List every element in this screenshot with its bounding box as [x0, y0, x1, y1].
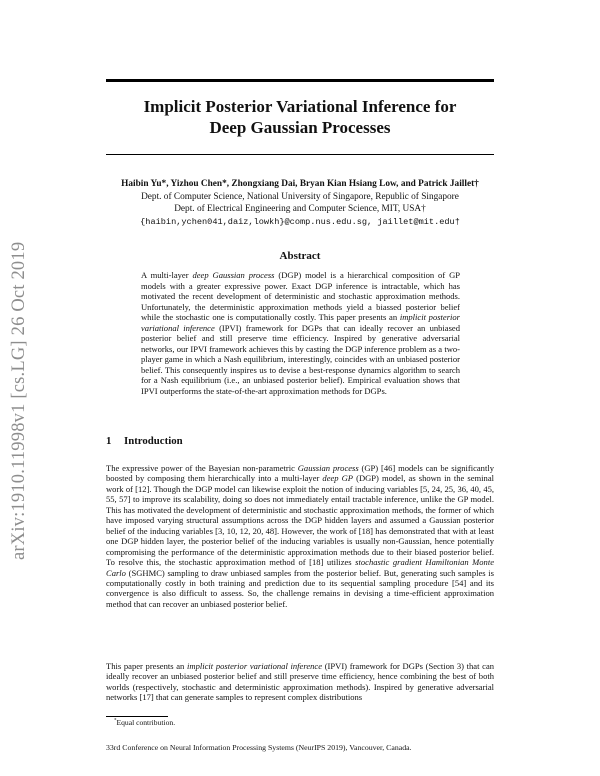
- intro-p2-text-b: (IPVI) framework for DGPs (Section 3) that can ideally recover an unbiased posterior belief and still preserve time efficiency, hence combining the best of both worlds (respectively, stochastic and deterministic approximation methods). Inspired by generative adversarial networks [17] that can generate samples to represent complex distributions: [106, 661, 495, 703]
- title-rule-top: [106, 79, 494, 82]
- abstract-emph-ipvi: implicit posterior variational inference: [141, 312, 461, 333]
- abstract-text: [141, 270, 460, 396]
- title-line-2: Deep Gaussian Processes: [209, 118, 391, 137]
- author-block: [90, 178, 510, 228]
- footnote: [114, 718, 175, 727]
- intro-p1-text-b: (GP) [46] models can be significantly boosted by composing them hierarchically into a multi-layer: [106, 463, 494, 484]
- author-names: Haibin Yu*, Yizhou Chen*, Zhongxiang Dai, Bryan Kian Hsiang Low, and Patrick Jaillet†: [121, 179, 479, 189]
- section-number: 1: [106, 435, 112, 447]
- intro-p1-emph-gp: Gaussian process: [297, 463, 359, 473]
- intro-p1-emph-sghmc: stochastic gradient Hamiltonian Monte Carlo: [106, 557, 494, 578]
- footnote-text: Equal contribution.: [116, 718, 176, 727]
- section-heading-introduction: [106, 435, 183, 447]
- affiliation-2: Dept. of Electrical Engineering and Computer Science, MIT, USA†: [174, 204, 426, 214]
- abstract-text-1: A multi-layer: [141, 270, 193, 280]
- footnote-mark: *: [114, 718, 117, 724]
- title-line-1: Implicit Posterior Variational Inference for: [143, 97, 457, 116]
- intro-p2-emph-ipvi: implicit posterior variational inference: [187, 661, 323, 671]
- section-title: Introduction: [124, 435, 183, 447]
- title-rule-bottom: [106, 154, 494, 155]
- author-emails: {haibin,ychen041,daiz,lowkh}@comp.nus.edu.sg, jaillet@mit.edu†: [140, 216, 460, 227]
- intro-paragraph-2: [106, 661, 494, 703]
- abstract-emph-dgp: deep Gaussian process: [192, 270, 275, 280]
- paper-title: [106, 96, 494, 138]
- intro-p1-text-d: (SGHMC) sampling to draw unbiased samples from the posterior belief. But, generating such samples is computationally costly in both training and prediction due to its sequential sampling procedure [54] and its convergence is also difficult to assess. So, the challenge remains in devising a time-efficient approximation method that can recover an unbiased posterior belief.: [106, 567, 494, 609]
- intro-p2-text-a: This paper presents an: [106, 661, 188, 671]
- abstract-text-2: (DGP) model is a hierarchical composition of GP models with a greater expressive power. Exact DGP inference is intractable, which has motivated the recent development of deterministic and stochastic approximation methods. Unfortunately, the deterministic approximation methods yield a biassed posterior belief while the stochastic one is computationally costly. This paper presents an: [141, 270, 460, 322]
- affiliation-1: Dept. of Computer Science, National University of Singapore, Republic of Singapore: [141, 191, 459, 202]
- intro-paragraph-1: [106, 463, 494, 609]
- arxiv-stamp: arXiv:1910.11998v1 [cs.LG] 26 Oct 2019: [9, 241, 29, 560]
- abstract-heading: Abstract: [279, 250, 321, 262]
- intro-p1-text-c: (DGP) model, as shown in the seminal work of [12]. Though the DGP model can likewise exploit the notion of inducing variables [5, 24, 25, 36, 40, 45, 55, 57] to improve its scalability, doing so does not immediately entail tractable inference, unlike the GP model. This has motivated the development of deterministic and stochastic approximation methods, the former of which have imposed varying structural assumptions across the DGP hidden layers and assumed a Gaussian posterior belief of the inducing variables [3, 10, 12, 20, 48]. However, the work of [18] has demonstrated that with at least one DGP hidden layer, the posterior belief of the inducing variables is usually non-Gaussian, hence potentially compromising the performance of the deterministic approximation methods due to their biased posterior belief. To resolve this, the stochastic approximation method of [18] utilizes: [106, 473, 494, 568]
- venue-line: 33rd Conference on Neural Information Processing Systems (NeurIPS 2019), Vancouver, Canada.: [106, 743, 412, 752]
- intro-p1-text-a: The expressive power of the Bayesian non-parametric: [106, 463, 298, 473]
- abstract-text-3: (IPVI) framework for DGPs that can ideally recover an unbiased posterior belief and still preserve time efficiency. Inspired by generative adversarial networks, our IPVI framework achieves this by casting the DGP inference problem as a two-player game in which a Nash equilibrium, interestingly, coincides with an unbiased posterior belief. This consequently inspires us to devise a best-response dynamics algorithm to search for a Nash equilibrium (i.e., an unbiased posterior belief). Empirical evaluation shows that IPVI outperforms the state-of-the-art approximation methods for DGPs.: [141, 322, 460, 396]
- footnote-rule: [106, 716, 168, 717]
- intro-p1-emph-deep-gp: deep GP: [322, 473, 354, 484]
